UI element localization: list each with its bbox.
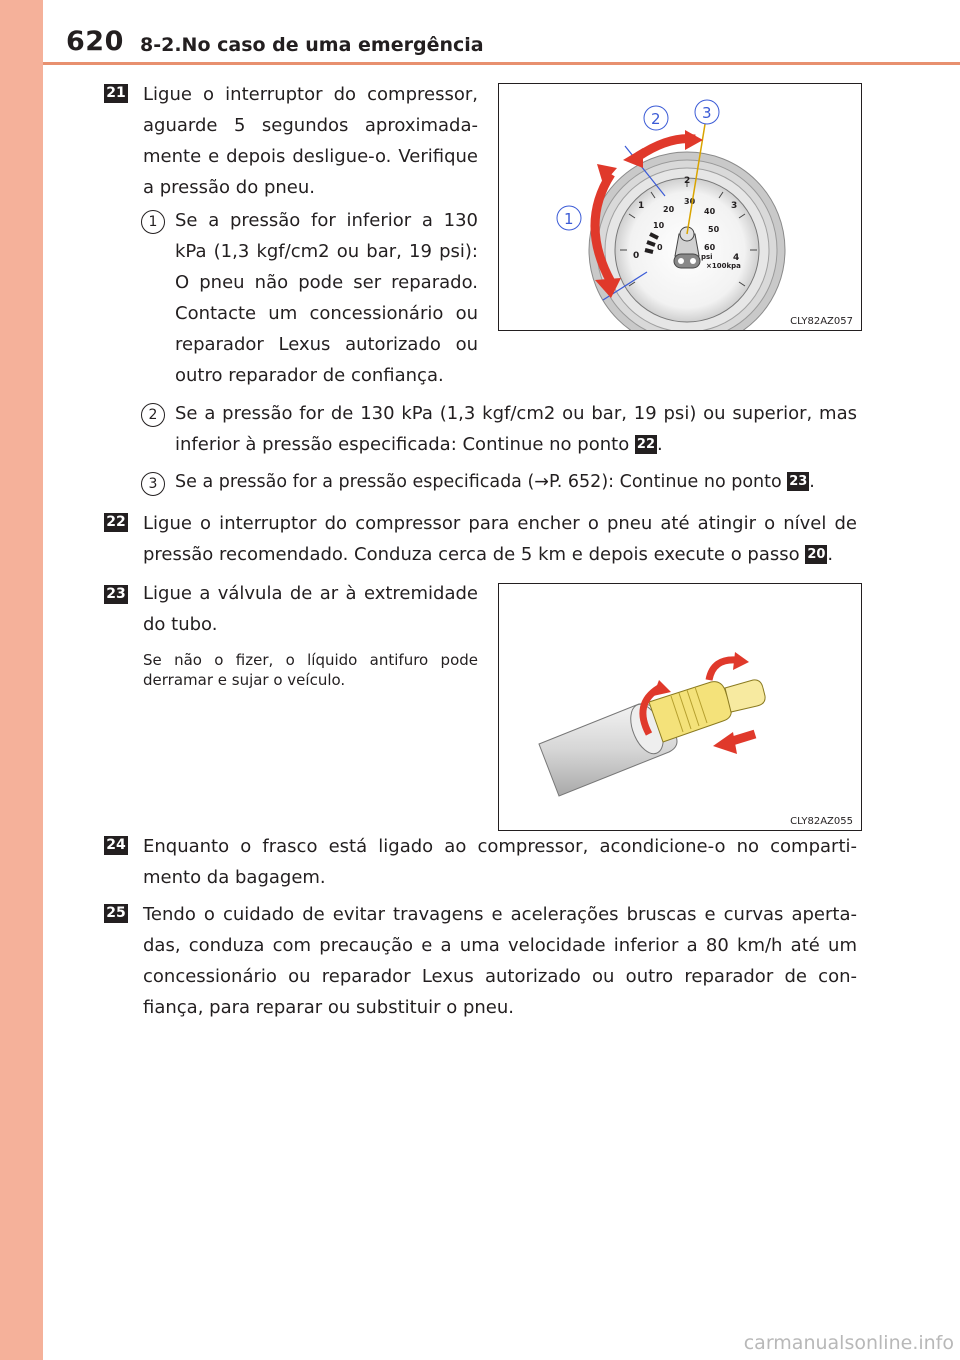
page-edge-tab: [0, 0, 43, 1360]
gauge-label-0: 0: [633, 251, 640, 261]
callout-2: 2: [651, 110, 661, 128]
sub-item-2-text: Se a pressão for de 130 kPa (1,3 kgf/cm2 ou bar, 19 psi) ou superior, mas inferior à pressão especificada: Continue no ponto: [175, 403, 857, 455]
step-badge-24: 24: [104, 836, 128, 855]
gauge-psi-30: 30: [684, 197, 696, 206]
sub-item-1-number: 1: [141, 210, 165, 234]
step-23-text: Ligue a válvula de ar à extremidade do tubo.: [143, 583, 478, 635]
step-23-note: Se não o fizer, o líquido antifuro pode derramar e sujar o veículo.: [143, 651, 478, 689]
gauge-label-2: 2: [684, 176, 691, 186]
gauge-psi-50: 50: [708, 225, 720, 234]
gauge-label-3: 3: [731, 201, 738, 211]
gauge-unit-psi: psi: [701, 253, 713, 261]
gauge-psi-20: 20: [663, 205, 675, 214]
sub-item-2-number: 2: [141, 403, 165, 427]
step-22-text: Ligue o interruptor do compressor para encher o pneu até atingir o nível de pressão recomendado. Conduza cerca de 5 km e depois execute o passo: [143, 513, 857, 565]
step-badge-25: 25: [104, 904, 128, 923]
gauge-psi-0: 0: [657, 243, 663, 252]
air-valve-figure: [498, 583, 862, 831]
figure-code-2: CLY82AZ055: [790, 816, 853, 827]
step-ref-23[interactable]: 23: [789, 474, 808, 489]
page-number: 620: [66, 26, 124, 57]
step-badge-22: 22: [104, 513, 128, 532]
gauge-unit-kpa: ×100kpa: [706, 262, 741, 270]
step-21-text: Ligue o interruptor do compressor, aguarde 5 segundos aproximada-mente e depois desligue-o. Verifique a pressão do pneu.: [143, 84, 478, 198]
sub-item-1-text: Se a pressão for inferior a 130 kPa (1,3 kgf/cm2 ou bar, 19 psi): O pneu não pode ser reparado. Contacte um concessionário ou reparador Lexus autorizado ou outro reparador de confiança.: [175, 210, 478, 386]
step-badge-23: 23: [104, 585, 128, 604]
gauge-psi-10: 10: [653, 221, 665, 230]
section-title: 8-2.No caso de uma emergência: [140, 34, 484, 56]
sub-item-3-number: 3: [141, 472, 165, 496]
watermark: carmanualsonline.info: [743, 1332, 954, 1354]
air-valve-illustration: [499, 584, 861, 830]
step-24-text: Enquanto o frasco está ligado ao compressor, acondicione-o no comparti-mento da bagagem.: [143, 836, 857, 888]
gauge-label-1: 1: [638, 201, 645, 211]
sub-item-3: Se a pressão for a pressão especificada (→P. 652): Continue no ponto 23 .: [175, 472, 815, 492]
sub-item-3-text: Se a pressão for a pressão especificada (→P. 652): Continue no ponto: [175, 472, 782, 492]
step-ref-20[interactable]: 20: [807, 547, 826, 562]
callout-1: 1: [564, 210, 574, 228]
figure-code-1: CLY82AZ057: [790, 316, 853, 327]
step-ref-22[interactable]: 22: [636, 437, 655, 452]
pressure-gauge-figure: [498, 83, 862, 331]
step-25-text: Tendo o cuidado de evitar travagens e acelerações bruscas e curvas aperta-das, conduza com precaução e a uma velocidade inferior a 80 km/h até um concessionário ou reparador Lexus autorizado ou outro reparador de con-fiança, para reparar ou substituir o pneu.: [143, 904, 857, 1018]
step-badge-21: 21: [104, 84, 128, 103]
gauge-label-4: 4: [733, 253, 740, 263]
header-rule: [43, 62, 960, 65]
callout-3: 3: [702, 104, 712, 122]
sub-item-2: Se a pressão for de 130 kPa (1,3 kgf/cm2 ou bar, 19 psi) ou superior, mas inferior à pressão especificada: Continue no ponto 22 .: [175, 403, 857, 455]
gauge-psi-40: 40: [704, 207, 716, 216]
step-22: Ligue o interruptor do compressor para encher o pneu até atingir o nível de pressão recomendado. Conduza cerca de 5 km e depois execute o passo 20 .: [143, 513, 857, 565]
gauge-psi-60: 60: [704, 243, 716, 252]
pressure-gauge-illustration: [499, 84, 861, 330]
